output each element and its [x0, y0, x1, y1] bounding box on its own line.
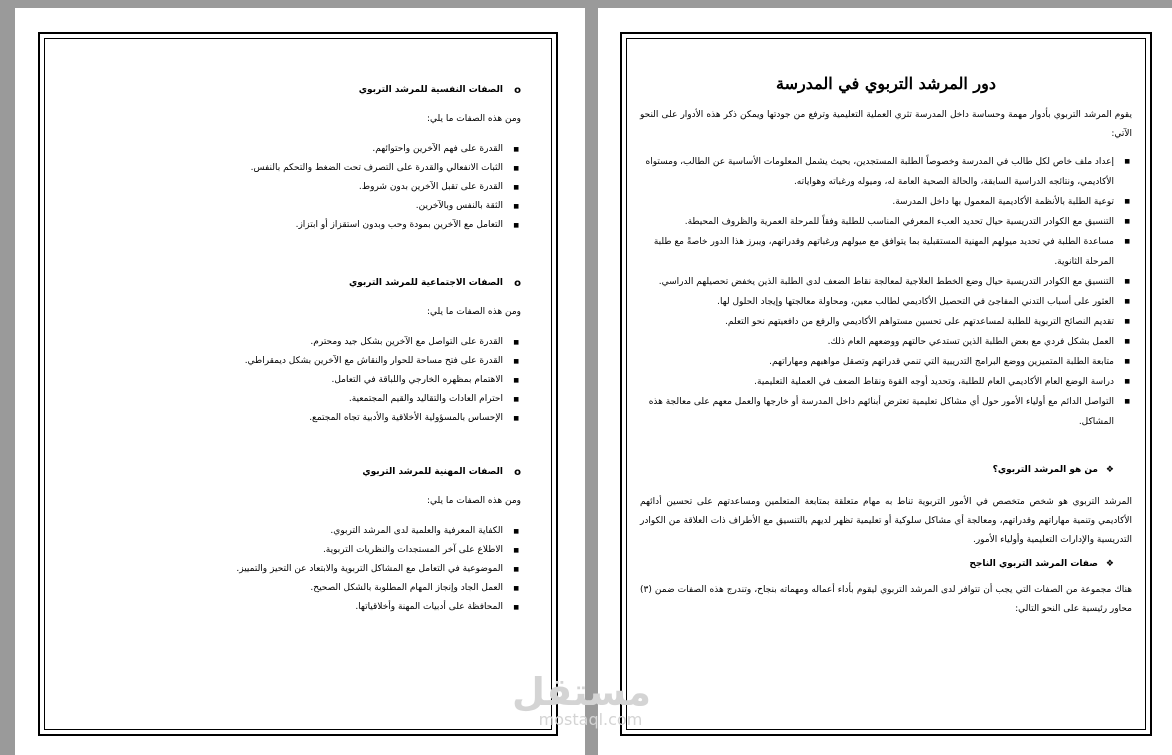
section-heading-professional — [63, 466, 521, 479]
section-intro: ومن هذه الصفات ما يلي: — [426, 114, 521, 124]
list-item: ■ الموضوعية في التعامل مع المشاكل التربوية والابتعاد عن التحيز والتمييز. — [63, 560, 503, 579]
traits-paragraph: هناك مجموعة من الصفات التي يجب أن تتوافر لدى المرشد التربوي ليقوم بأداء أعماله ومهماته بنجاح، وتندرج هذه الصفات ضمن (٣) محاور رئيسية على النحو التالي: — [640, 585, 1132, 614]
heading-text: صفات المرشد التربوي الناجح — [969, 559, 1098, 569]
who-paragraph: المرشد التربوي هو شخص متخصص في الأمور التربوية تناط به مهام متعلقة بمتابعة المتعلمين ومساعدتهم على تحسين أدائهم الأكاديمي وتنمية مهاراتهم وقدراتهم، ومعالجة أي مشاكل سلوكية أو تعليمية تظهر لديهم بالتنسيق مع الأطراف ذات العلاقة من الكوادر التدريسية والإدارات التعليمية وأولياء الأمور. — [640, 497, 1132, 545]
section-intro: ومن هذه الصفات ما يلي: — [426, 496, 521, 506]
section-intro: ومن هذه الصفات ما يلي: — [426, 307, 521, 317]
list-item: ■ الكفاية المعرفية والعلمية لدى المرشد التربوي. — [63, 522, 503, 541]
list-item: ■ التواصل الدائم مع أولياء الأمور حول أي مشاكل تعليمية تعترض أبنائهم داخل المدرسة أو خارجها والعمل معهم على معالجة هذه المشاكل. — [640, 392, 1114, 432]
document-page-left — [15, 8, 585, 755]
heading-successful-traits — [640, 558, 1132, 571]
section-heading-psychological — [63, 84, 521, 97]
page-content — [640, 72, 1132, 627]
list-item: ■ التعامل مع الآخرين بمودة وحب وبدون استقزاز أو ابتزاز. — [63, 216, 503, 235]
section-title: الصفات المهنية للمرشد التربوي — [362, 467, 503, 477]
list-item: ■ القدرة على تقبل الآخرين بدون شروط. — [63, 178, 503, 197]
list-item: ■ التنسيق مع الكوادر التدريسية حيال تحديد العبء المعرفي المناسب للطلبة وفقاً للمرحلة العمرية والظروف المحيطة. — [640, 212, 1114, 232]
list-item: ■ مساعدة الطلبة في تحديد ميولهم المهنية المستقبلية بما يتوافق مع ميولهم ورغباتهم وقدراتهم، ويبرز هذا الدور خاصةً مع طلبة المرحلة الثانوية. — [640, 232, 1114, 272]
list-item: ■ إعداد ملف خاص لكل طالب في المدرسة وخصوصاً الطلبة المستجدين، بحيث يشمل المعلومات الأساسية عن الطالب، ومستواه الأكاديمي، ونتائجه الدراسية السابقة، والحالة الصحية العامة له، وميوله ورغباته وهواياته. — [640, 152, 1114, 192]
document-page-right — [598, 8, 1172, 755]
section-title: الصفات النفسية للمرشد التربوي — [358, 85, 503, 95]
list-item: ■ القدرة على فتح مساحة للحوار والنقاش مع الآخرين بشكل ديمقراطي. — [63, 352, 503, 371]
watermark-logo — [512, 672, 651, 728]
circle-bullet-icon: o — [514, 278, 521, 289]
list-item: ■ القدرة على فهم الآخرين واحتوائهم. — [63, 140, 503, 159]
list-item: ■ التنسيق مع الكوادر التدريسية حيال وضع الخطط العلاجية لمعالجة نقاط الضعف لدى الطلبة الذين يخفض تحصيلهم الدراسي. — [640, 272, 1114, 292]
circle-bullet-icon: o — [514, 467, 521, 478]
list-item: ■ الإحساس بالمسؤولية الأخلاقية والأدبية تجاه المجتمع. — [63, 409, 503, 428]
list-item: ■ توعية الطلبة بالأنظمة الأكاديمية المعمول بها داخل المدرسة. — [640, 192, 1114, 212]
list-item: ■ العمل الجاد وإنجاز المهام المطلوبة بالشكل الصحيح. — [63, 579, 503, 598]
list-item: ■ العمل بشكل فردي مع بعض الطلبة الذين تستدعي حالتهم ووضعهم العام ذلك. — [640, 332, 1114, 352]
list-item: ■ الاهتمام بمظهره الخارجي واللباقة في التعامل. — [63, 371, 503, 390]
watermark-arabic: مستقل — [512, 670, 651, 714]
list-item: ■ دراسة الوضع العام الأكاديمي العام للطلبة، وتحديد أوجه القوة ونقاط الضعف في العملية التعليمية. — [640, 372, 1114, 392]
circle-bullet-icon: o — [514, 85, 521, 96]
roles-list — [640, 152, 1132, 432]
list-item: ■ الثبات الانفعالي والقدرة على التصرف تحت الضغط والتحكم بالنفس. — [63, 159, 503, 178]
list-item: ■ العثور على أسباب التدني المفاجئ في التحصيل الأكاديمي لطالب معين، ومحاولة معالجتها وإيجاد الحلول لها. — [640, 292, 1114, 312]
heading-text: من هو المرشد التربوي؟ — [992, 465, 1098, 475]
bullet-list — [63, 140, 521, 235]
watermark-latin: mostaql.com — [538, 710, 643, 729]
diamond-bullet-icon: ❖ — [1105, 465, 1114, 475]
page-content — [63, 72, 521, 617]
bullet-list — [63, 333, 521, 428]
diamond-bullet-icon: ❖ — [1105, 559, 1114, 569]
list-item: ■ تقديم النصائح التربوية للطلبة لمساعدتهم على تحسين مستواهم الأكاديمي والرفع من دافعيتهم نحو التعلم. — [640, 312, 1114, 332]
intro-paragraph: يقوم المرشد التربوي بأدوار مهمة وحساسة داخل المدرسة تثري العملية التعليمية وترفع من جودتها ويمكن ذكر هذه الأدوار على النحو الآتي: — [640, 110, 1132, 139]
list-item: ■ المحافظة على أدبيات المهنة وأخلاقياتها. — [63, 598, 503, 617]
document-title: دور المرشد التربوي في المدرسة — [776, 74, 996, 93]
list-item: ■ الثقة بالنفس وبالآخرين. — [63, 197, 503, 216]
list-item: ■ متابعة الطلبة المتميزين ووضع البرامج التدريبية التي تنمي قدراتهم وتصقل مواهبهم ومهاراتهم. — [640, 352, 1114, 372]
list-item: ■ الاطلاع على آخر المستجدات والنظريات التربوية. — [63, 541, 503, 560]
list-item: ■ احترام العادات والتقاليد والقيم المجتمعية. — [63, 390, 503, 409]
section-heading-social — [63, 277, 521, 290]
section-title: الصفات الاجتماعية للمرشد التربوي — [348, 278, 503, 288]
list-item: ■ القدرة على التواصل مع الآخرين بشكل جيد ومحترم. — [63, 333, 503, 352]
heading-who-is-counselor — [640, 464, 1132, 477]
bullet-list — [63, 522, 521, 617]
